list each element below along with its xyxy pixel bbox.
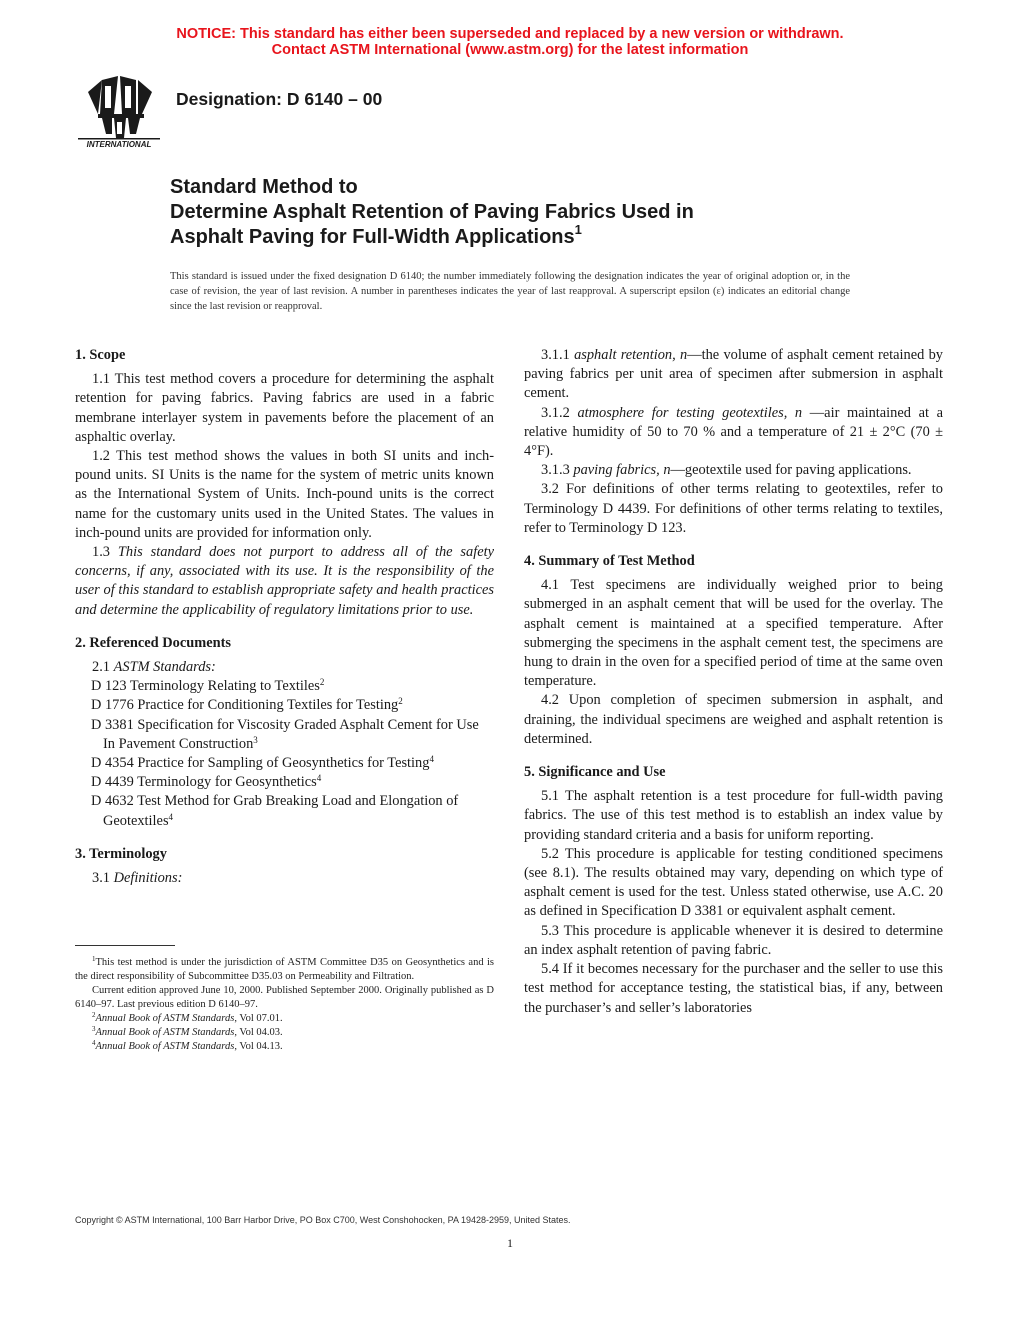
reference-list [75, 658, 494, 831]
refs-heading: 2. Referenced Documents [75, 634, 231, 651]
para-1-3-text: This standard does not purport to address all of the safety concerns, if any, associated with its use. It is the responsibility of the user of this standard to establish appropriate safety and health practices and determine the applicability of regulatory limitations prior to use. [75, 544, 494, 618]
footnote-4: $^4$Annual Book of ASTM Standards, Vol 04.13. [92, 1039, 283, 1052]
para-5-1: 5.1 The asphalt retention is a test procedure for full-width paving fabrics. The use of this test method is to establish an index value by providing standard criteria and a basis for uniform reporting. [524, 788, 943, 843]
copyright: Copyright © ASTM International, 100 Barr Harbor Drive, PO Box C700, West Conshohocken, PA 19428-2959, United States. [75, 1215, 571, 1225]
footnote-1: $^1$This test method is under the jurisdiction of ASTM Committee D35 on Geosynthetics and is the direct responsibility of Subcommittee D35.03 on Permeability and Filtration. [75, 955, 494, 982]
notice-line-1: NOTICE: This standard has either been superseded and replaced by a new version or withdrawn. [176, 26, 844, 42]
definitions-subheading: 3.1 Definitions: [92, 870, 183, 887]
reference-item: D 4354 Practice for Sampling of Geosynthetics for Testing$^4$ [91, 754, 434, 772]
left-column [75, 346, 494, 888]
para-1-3-num: 1.3 [92, 544, 110, 561]
para-4-1: 4.1 Test specimens are individually weighed prior to being submerged in an asphalt cement that will be used for the overlay. The asphalt cement is maintained at a specified temperature. After submerging the specimens in the asphalt cement test, the specimens are hung to drain in the oven for a specified period of time at the same oven temperature. [524, 577, 943, 690]
footnote-divider [75, 945, 175, 946]
para-1-2: 1.2 This test method shows the values in both SI units and inch-pound units. SI Units is the name for the system of metric units known as the International System of Units. Inch-pound units is the correct name for the customary units used in the United States. The values in inch-pound units are provided for information only. [75, 448, 494, 541]
para-4-2: 4.2 Upon completion of specimen submersion in asphalt, and draining, the individual specimens are weighed and asphalt retention is determined. [524, 692, 943, 747]
reference-item: D 3381 Specification for Viscosity Graded Asphalt Cement for Use In Pavement Construction$^3$ [91, 716, 479, 752]
title-line-1: Standard Method to [170, 176, 358, 198]
definition-3-1-3: 3.1.3 paving fabrics, n—geotextile used for paving applications. [541, 462, 912, 479]
footnote-2: $^2$Annual Book of ASTM Standards, Vol 07.01. [92, 1011, 283, 1024]
designation: Designation: D 6140 – 00 [176, 89, 383, 109]
para-1-1: 1.1 This test method covers a procedure for determining the asphalt retention for paving fabrics. Paving fabrics are used in a fabric membrane interlayer system in pavements before the placement of an asphaltic overlay. [75, 371, 494, 445]
para-5-3: 5.3 This procedure is applicable whenever it is desired to determine an index asphalt retention of paving fabric. [524, 922, 943, 958]
significance-heading: 5. Significance and Use [524, 764, 666, 781]
para-3-2: 3.2 For definitions of other terms relating to geotextiles, refer to Terminology D 4439. For definitions of other terms relating to textiles, refer to Terminology D 123. [524, 481, 943, 536]
title-line-2: Determine Asphalt Retention of Paving Fabrics Used in [170, 201, 694, 223]
refs-sub-num: 2.1 [92, 659, 110, 676]
right-column [524, 346, 943, 1018]
reference-item: D 1776 Practice for Conditioning Textiles for Testing$^2$ [91, 696, 403, 714]
para-5-2: 5.2 This procedure is applicable for testing conditioned specimens (see 8.1). The results obtained may vary, depending on which type of asphalt cement is used for the test. Unless stated otherwise, use A.C. 20 as defined in Specification D 3381 or equivalent asphalt cement. [524, 845, 943, 920]
reference-item: D 4632 Test Method for Grab Breaking Load and Elongation of Geotextiles$^4$ [91, 793, 459, 829]
footnotes [75, 956, 494, 1054]
refs-sub-label: ASTM Standards: [113, 659, 216, 676]
footnote-1b: Current edition approved June 10, 2000. Published September 2000. Originally published as D 6140–97. Last previous edition D 6140–97. [75, 985, 494, 1010]
logo-subtitle: INTERNATIONAL [86, 140, 152, 149]
summary-heading: 4. Summary of Test Method [524, 553, 695, 570]
title-footnote-mark: 1 [574, 222, 582, 237]
refs-subheading [75, 658, 494, 677]
withdrawn-notice [0, 26, 1020, 58]
para-1-3 [75, 543, 494, 620]
definition-3-1-1: 3.1.1 asphalt retention, n—the volume of asphalt cement retained by paving fabrics per unit area of specimen after submersion in asphalt cement. [524, 347, 943, 402]
title-line-3-text: Asphalt Paving for Full-Width Applications [170, 226, 575, 248]
issue-note: This standard is issued under the fixed designation D 6140; the number immediately following the designation indicates the year of original adoption or, in the case of revision, the year of last revision. A number in parentheses indicates the year of last reapproval. A superscript epsilon (ε) indicates an editorial change since the last revision or reapproval. [170, 271, 850, 312]
reference-item: D 4439 Terminology for Geosynthetics$^4$ [91, 773, 322, 791]
definition-3-1-2: 3.1.2 atmosphere for testing geotextiles, n —air maintained at a relative humidity of 50 to 70 % and a temperature of 21 ± 2°C (70 ± 4°F). [524, 404, 944, 460]
footnote-3: $^3$Annual Book of ASTM Standards, Vol 04.03. [92, 1025, 283, 1038]
scope-heading: 1. Scope [75, 347, 126, 363]
title-line-3 [170, 222, 870, 250]
astm-logo [78, 74, 160, 150]
page-number: 1 [507, 1236, 513, 1250]
para-5-4: 5.4 If it becomes necessary for the purchaser and the seller to use this test method for acceptance testing, the statistical bias, if any, between the purchaser’s and seller’s laboratories [524, 961, 943, 1016]
reference-item: D 123 Terminology Relating to Textiles$^2$ [91, 677, 325, 695]
notice-line-2: Contact ASTM International (www.astm.org) for the latest information [271, 42, 749, 58]
document-title [170, 175, 870, 250]
terminology-heading: 3. Terminology [75, 845, 167, 862]
